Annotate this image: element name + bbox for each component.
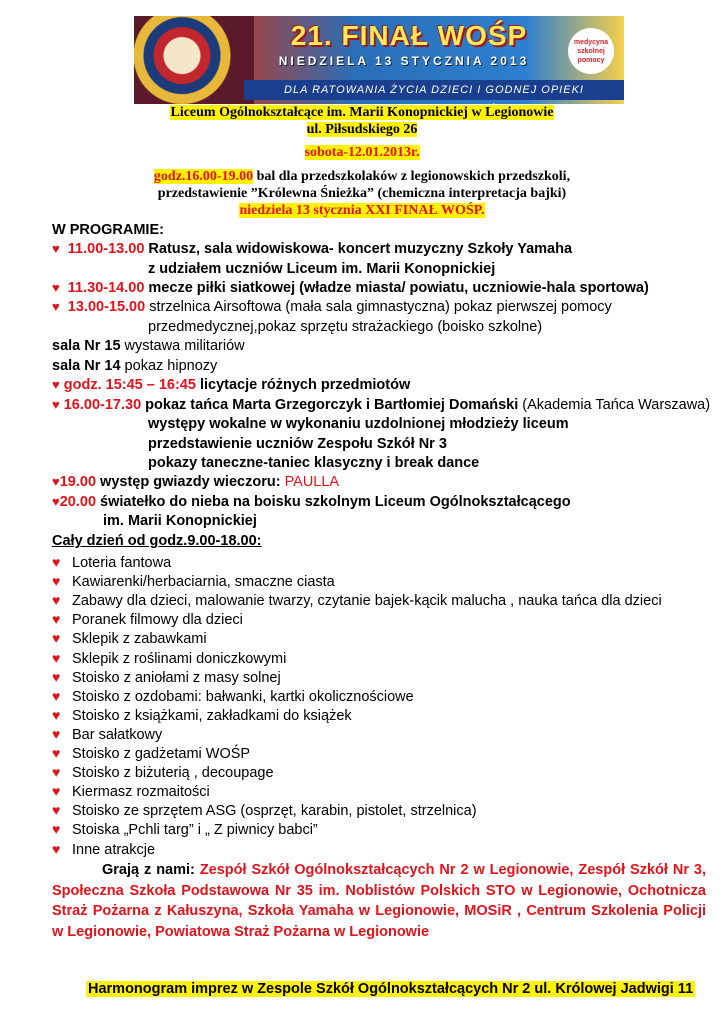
allday-heading: Cały dzień od godz.9.00-18.00: <box>52 533 262 549</box>
list-item: ♥ Bar sałatkowy <box>52 725 163 743</box>
event-dance-c3: pokazy taneczne-taniec klasyczny i break dance <box>148 455 480 471</box>
list-item: ♥ Stoisko z aniołami z masy solnej <box>52 668 281 686</box>
heart-icon: ♥ <box>52 474 60 489</box>
event-airsoft-cont: przedmedycznej,pokaz sprzętu strażackiego (boisko szkolne) <box>148 319 543 335</box>
banner-slogan: DLA RATOWANIA ŻYCIA DZIECI I GODNEJ OPIEKI <box>244 80 624 100</box>
heart-icon: ♥ <box>52 280 60 295</box>
heart-icon: ♥ <box>52 377 60 392</box>
event-auction: ♥ godz. 15:45 – 16:45 licytacje różnych przedmiotów <box>52 377 411 393</box>
list-item: ♥ Kiermasz rozmaitości <box>52 783 210 801</box>
heart-icon: ♥ <box>52 592 61 609</box>
banner-title: 21. FINAŁ WOŚP <box>290 20 528 51</box>
heart-icon: ♥ <box>52 573 61 590</box>
heart-icon: ♥ <box>52 706 61 723</box>
school-name: Liceum Ogólnokształcące im. Marii Konopnickiej w Legionowie <box>170 105 554 120</box>
footer-schedule: Harmonogram imprez w Zespole Szkół Ogólnokształcących Nr 2 ul. Królowej Jadwigi 11 <box>88 981 694 997</box>
event-concert-cont: z udziałem uczniów Liceum im. Marii Konopnickiej <box>148 261 496 277</box>
sunday-line: niedziela 13 stycznia XXI FINAŁ WOŚP. <box>239 203 485 218</box>
heart-icon: ♥ <box>52 649 61 666</box>
heart-icon: ♥ <box>52 241 60 256</box>
event-volleyball: ♥ 11.30-14.00 mecze piłki siatkowej (władze miasta/ powiatu, uczniowie-hala sportowa) <box>52 280 649 296</box>
heart-icon: ♥ <box>52 494 60 509</box>
folk-art-decoration <box>134 16 254 104</box>
event-airsoft: ♥ 13.00-15.00 strzelnica Airsoftowa (mała sala gimnastyczna) pokaz pierwszej pomocy <box>52 299 612 315</box>
list-item: ♥ Stoisko z gadżetami WOŚP <box>52 745 251 762</box>
list-item: ♥ Stoisko ze sprzętem ASG (osprzęt, karabin, pistolet, strzelnica) <box>52 802 477 820</box>
event-dance-c2: przedstawienie uczniów Zespołu Szkół Nr 3 <box>148 436 447 452</box>
heart-icon: ♥ <box>52 840 61 857</box>
heart-icon: ♥ <box>52 725 61 742</box>
heart-icon: ♥ <box>52 630 61 647</box>
list-item: ♥ Poranek filmowy dla dzieci <box>52 611 243 629</box>
wosp-banner <box>134 16 624 104</box>
event-lights-cont: im. Marii Konopnickiej <box>103 513 257 529</box>
heart-icon: ♥ <box>52 745 61 761</box>
event-lights: ♥20.00 światełko do nieba na boisku szkolnym Liceum Ogólnokształcącego <box>52 494 571 510</box>
list-item: ♥ Zabawy dla dzieci, malowanie twarzy, czytanie bajek-kącik malucha , nauka tańca dla dzieci <box>52 592 662 610</box>
ball-line: godz.16.00-19.00 bal dla przedszkolaków z legionowskich przedszkoli, <box>153 169 571 184</box>
heart-icon: ♥ <box>52 783 61 800</box>
heart-icon: ♥ <box>52 687 61 704</box>
list-item: ♥ Inne atrakcje <box>52 840 156 858</box>
heart-icon: ♥ <box>52 299 60 314</box>
heart-icon: ♥ <box>52 554 61 570</box>
program-heading: W PROGRAMIE: <box>52 222 164 238</box>
room-14: sala Nr 14 pokaz hipnozy <box>52 358 218 374</box>
event-star: ♥19.00 występ gwiazdy wieczoru: PAULLA <box>52 474 340 490</box>
heart-badge-icon: medycyna szkolnej pomocy <box>568 28 614 74</box>
heart-icon: ♥ <box>52 821 61 838</box>
list-item: ♥ Stoisko z ozdobami: bałwanki, kartki okolicznościowe <box>52 687 414 705</box>
event-dance-c1: występy wokalne w wykonaniu uzdolnionej młodzieży liceum <box>148 416 569 432</box>
partners-paragraph: Grają z nami: Zespół Szkół Ogólnokształcących Nr 2 w Legionowie, Zespół Szkół Nr 3, Społeczna Szkoła Podstawowa Nr 35 im. Noblistów Polskich STO w Legionowie, Ochotnicza Straż Pożarna z Kałuszyna, Szkoła Yamaha w Legionowie, MOSiR , Centrum Szkolenia Policji w Legionowie, Powiatowa Straż Pożarna w Legionowie <box>52 862 706 940</box>
heart-icon: ♥ <box>52 668 61 685</box>
heart-icon: ♥ <box>52 611 61 628</box>
list-item: ♥ Stoisko z biżuterią , decoupage <box>52 764 274 782</box>
room-15: sala Nr 15 wystawa militariów <box>52 338 245 354</box>
school-address: ul. Piłsudskiego 26 <box>306 122 418 137</box>
list-item: ♥ Kawiarenki/herbaciarnia, smaczne ciasta <box>52 573 335 591</box>
heart-icon: ♥ <box>52 764 61 781</box>
heart-icon: ♥ <box>52 397 60 412</box>
saturday-date: sobota-12.01.2013r. <box>304 145 420 160</box>
performance-line: przedstawienie ”Królewna Śnieżka” (chemiczna interpretacja bajki) <box>157 186 567 201</box>
list-item: ♥ Sklepik z roślinami doniczkowymi <box>52 649 287 667</box>
list-item: ♥ Loteria fantowa <box>52 554 172 571</box>
banner-date: NIEDZIELA 13 STYCZNIA 2013 <box>278 54 530 68</box>
event-dance: ♥ 16.00-17.30 pokaz tańca Marta Grzegorczyk i Bartłomiej Domański (Akademia Tańca Warszawa) <box>52 397 711 413</box>
heart-icon: ♥ <box>52 802 61 819</box>
event-concert: ♥ 11.00-13.00 Ratusz, sala widowiskowa- koncert muzyczny Szkoły Yamaha <box>52 241 573 257</box>
list-item: ♥ Stoisko z książkami, zakładkami do książek <box>52 706 352 724</box>
list-item: ♥ Stoiska „Pchli targ” i „ Z piwnicy babci” <box>52 821 318 839</box>
list-item: ♥ Sklepik z zabawkami <box>52 630 207 648</box>
